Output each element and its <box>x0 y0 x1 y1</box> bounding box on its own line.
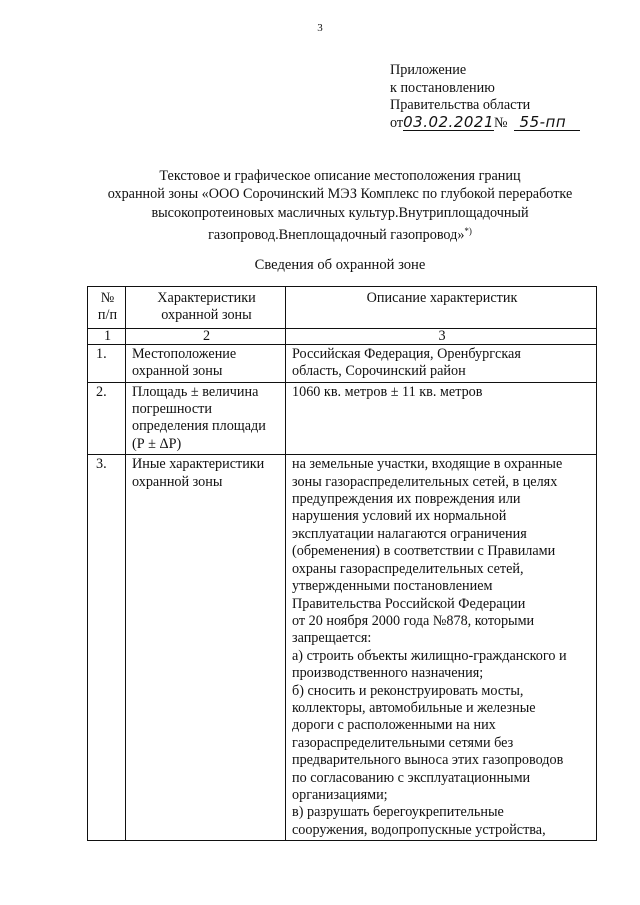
appendix-prefix: от <box>390 114 404 131</box>
title-line-1: Текстовое и графическое описание местоположения границ <box>159 168 521 184</box>
description-line: производственного назначения; <box>292 665 484 682</box>
protection-zone-table <box>87 286 597 841</box>
description-line: (обременения) в соответствии с Правилами <box>292 543 556 560</box>
table-header-row <box>88 287 597 329</box>
description-line: организациями; <box>292 786 388 803</box>
page-number: 3 <box>317 22 323 34</box>
column-number-1: 1 <box>88 328 126 344</box>
description-line: на земельные участки, входящие в охранные <box>292 456 563 473</box>
characteristic-line: охранной зоны <box>132 473 223 490</box>
row-number: 2. <box>88 382 126 455</box>
row-characteristic <box>126 455 286 841</box>
description-line: запрещается: <box>292 630 372 647</box>
description-line: а) строить объекты жилищно-гражданского и <box>292 647 567 664</box>
table-row <box>88 455 597 841</box>
description-line: дороги с расположенными на них <box>292 717 496 734</box>
description-line: Российская Федерация, Оренбургская <box>292 345 521 362</box>
header-num <box>88 287 126 329</box>
appendix-line-2: к постановлению <box>390 79 495 96</box>
header-num-line-2: п/п <box>97 307 118 324</box>
appendix-block <box>390 62 580 132</box>
row-description <box>286 344 597 382</box>
section-heading: Сведения об охранной зоне <box>254 257 426 273</box>
row-characteristic <box>126 344 286 382</box>
table-row <box>88 344 597 382</box>
appendix-date-line <box>390 112 580 133</box>
description-line: охраны газораспределительных сетей, <box>292 560 524 577</box>
description-line: предварительного выноса этих газопроводов <box>292 752 564 769</box>
row-description <box>286 455 597 841</box>
description-line: предупреждения их повреждения или <box>292 491 521 508</box>
table-row <box>88 382 597 455</box>
title-line-3: высокопротеиновых масличных культур.Внутриплощадочный <box>151 204 529 221</box>
characteristic-line: Иные характеристики <box>132 456 265 473</box>
document-title <box>60 167 620 245</box>
characteristic-line: охранной зоны <box>132 363 223 380</box>
title-line-4-wrap <box>60 222 620 244</box>
row-number: 3. <box>88 455 126 841</box>
header-characteristic-line-1: Характеристики <box>157 290 256 306</box>
description-line: эксплуатации налагаются ограничения <box>292 525 527 542</box>
description-line: зоны газораспределительных сетей, в целях <box>292 473 558 490</box>
title-line-2: охранной зоны «ООО Сорочинский МЭЗ Комплекс по глубокой переработке <box>107 186 573 203</box>
description-line: утвержденными постановлением <box>292 578 493 595</box>
title-line-4: газопровод.Внеплощадочный газопровод» <box>208 227 465 244</box>
description-line: в) разрушать берегоукрепительные <box>292 804 504 821</box>
description-line: 1060 кв. метров ± 11 кв. метров <box>292 383 483 400</box>
description-line: сооружения, водопропускные устройства, <box>292 821 546 838</box>
handwritten-date: 03.02.2021 <box>403 112 494 131</box>
appendix-line-1: Приложение <box>390 62 467 78</box>
characteristic-line: (Р ± ΔР) <box>132 435 182 452</box>
row-number: 1. <box>88 344 126 382</box>
description-line: б) сносить и реконструировать мосты, <box>292 682 524 699</box>
row-characteristic <box>126 382 286 455</box>
description-line: область, Сорочинский район <box>292 363 466 380</box>
characteristic-line: Площадь ± величина <box>132 383 259 400</box>
description-line: Правительства Российской Федерации <box>292 595 526 612</box>
number-sign: № <box>494 114 508 131</box>
description-line: газораспределительными сетями без <box>292 734 514 751</box>
characteristic-line: определения площади <box>132 418 266 435</box>
header-num-line-1: № <box>100 290 115 306</box>
header-characteristic <box>126 287 286 329</box>
header-characteristic-line-2: охранной зоны <box>161 307 252 324</box>
column-number-3: 3 <box>286 328 597 344</box>
description-line: нарушения условий их нормальной <box>292 508 507 525</box>
characteristic-line: Местоположение <box>132 345 237 362</box>
description-line: по согласованию с эксплуатационными <box>292 769 531 786</box>
column-number-2: 2 <box>126 328 286 344</box>
header-description: Описание характеристик <box>286 287 597 329</box>
description-line: коллекторы, автомобильные и железные <box>292 699 536 716</box>
row-description <box>286 382 597 455</box>
handwritten-number: 55-пп <box>514 115 581 131</box>
characteristic-line: погрешности <box>132 401 212 418</box>
appendix-line-3: Правительства области <box>390 97 531 114</box>
description-line: от 20 ноября 2000 года №878, которыми <box>292 612 535 629</box>
column-number-row <box>88 328 597 344</box>
footnote-mark: *) <box>464 226 472 237</box>
